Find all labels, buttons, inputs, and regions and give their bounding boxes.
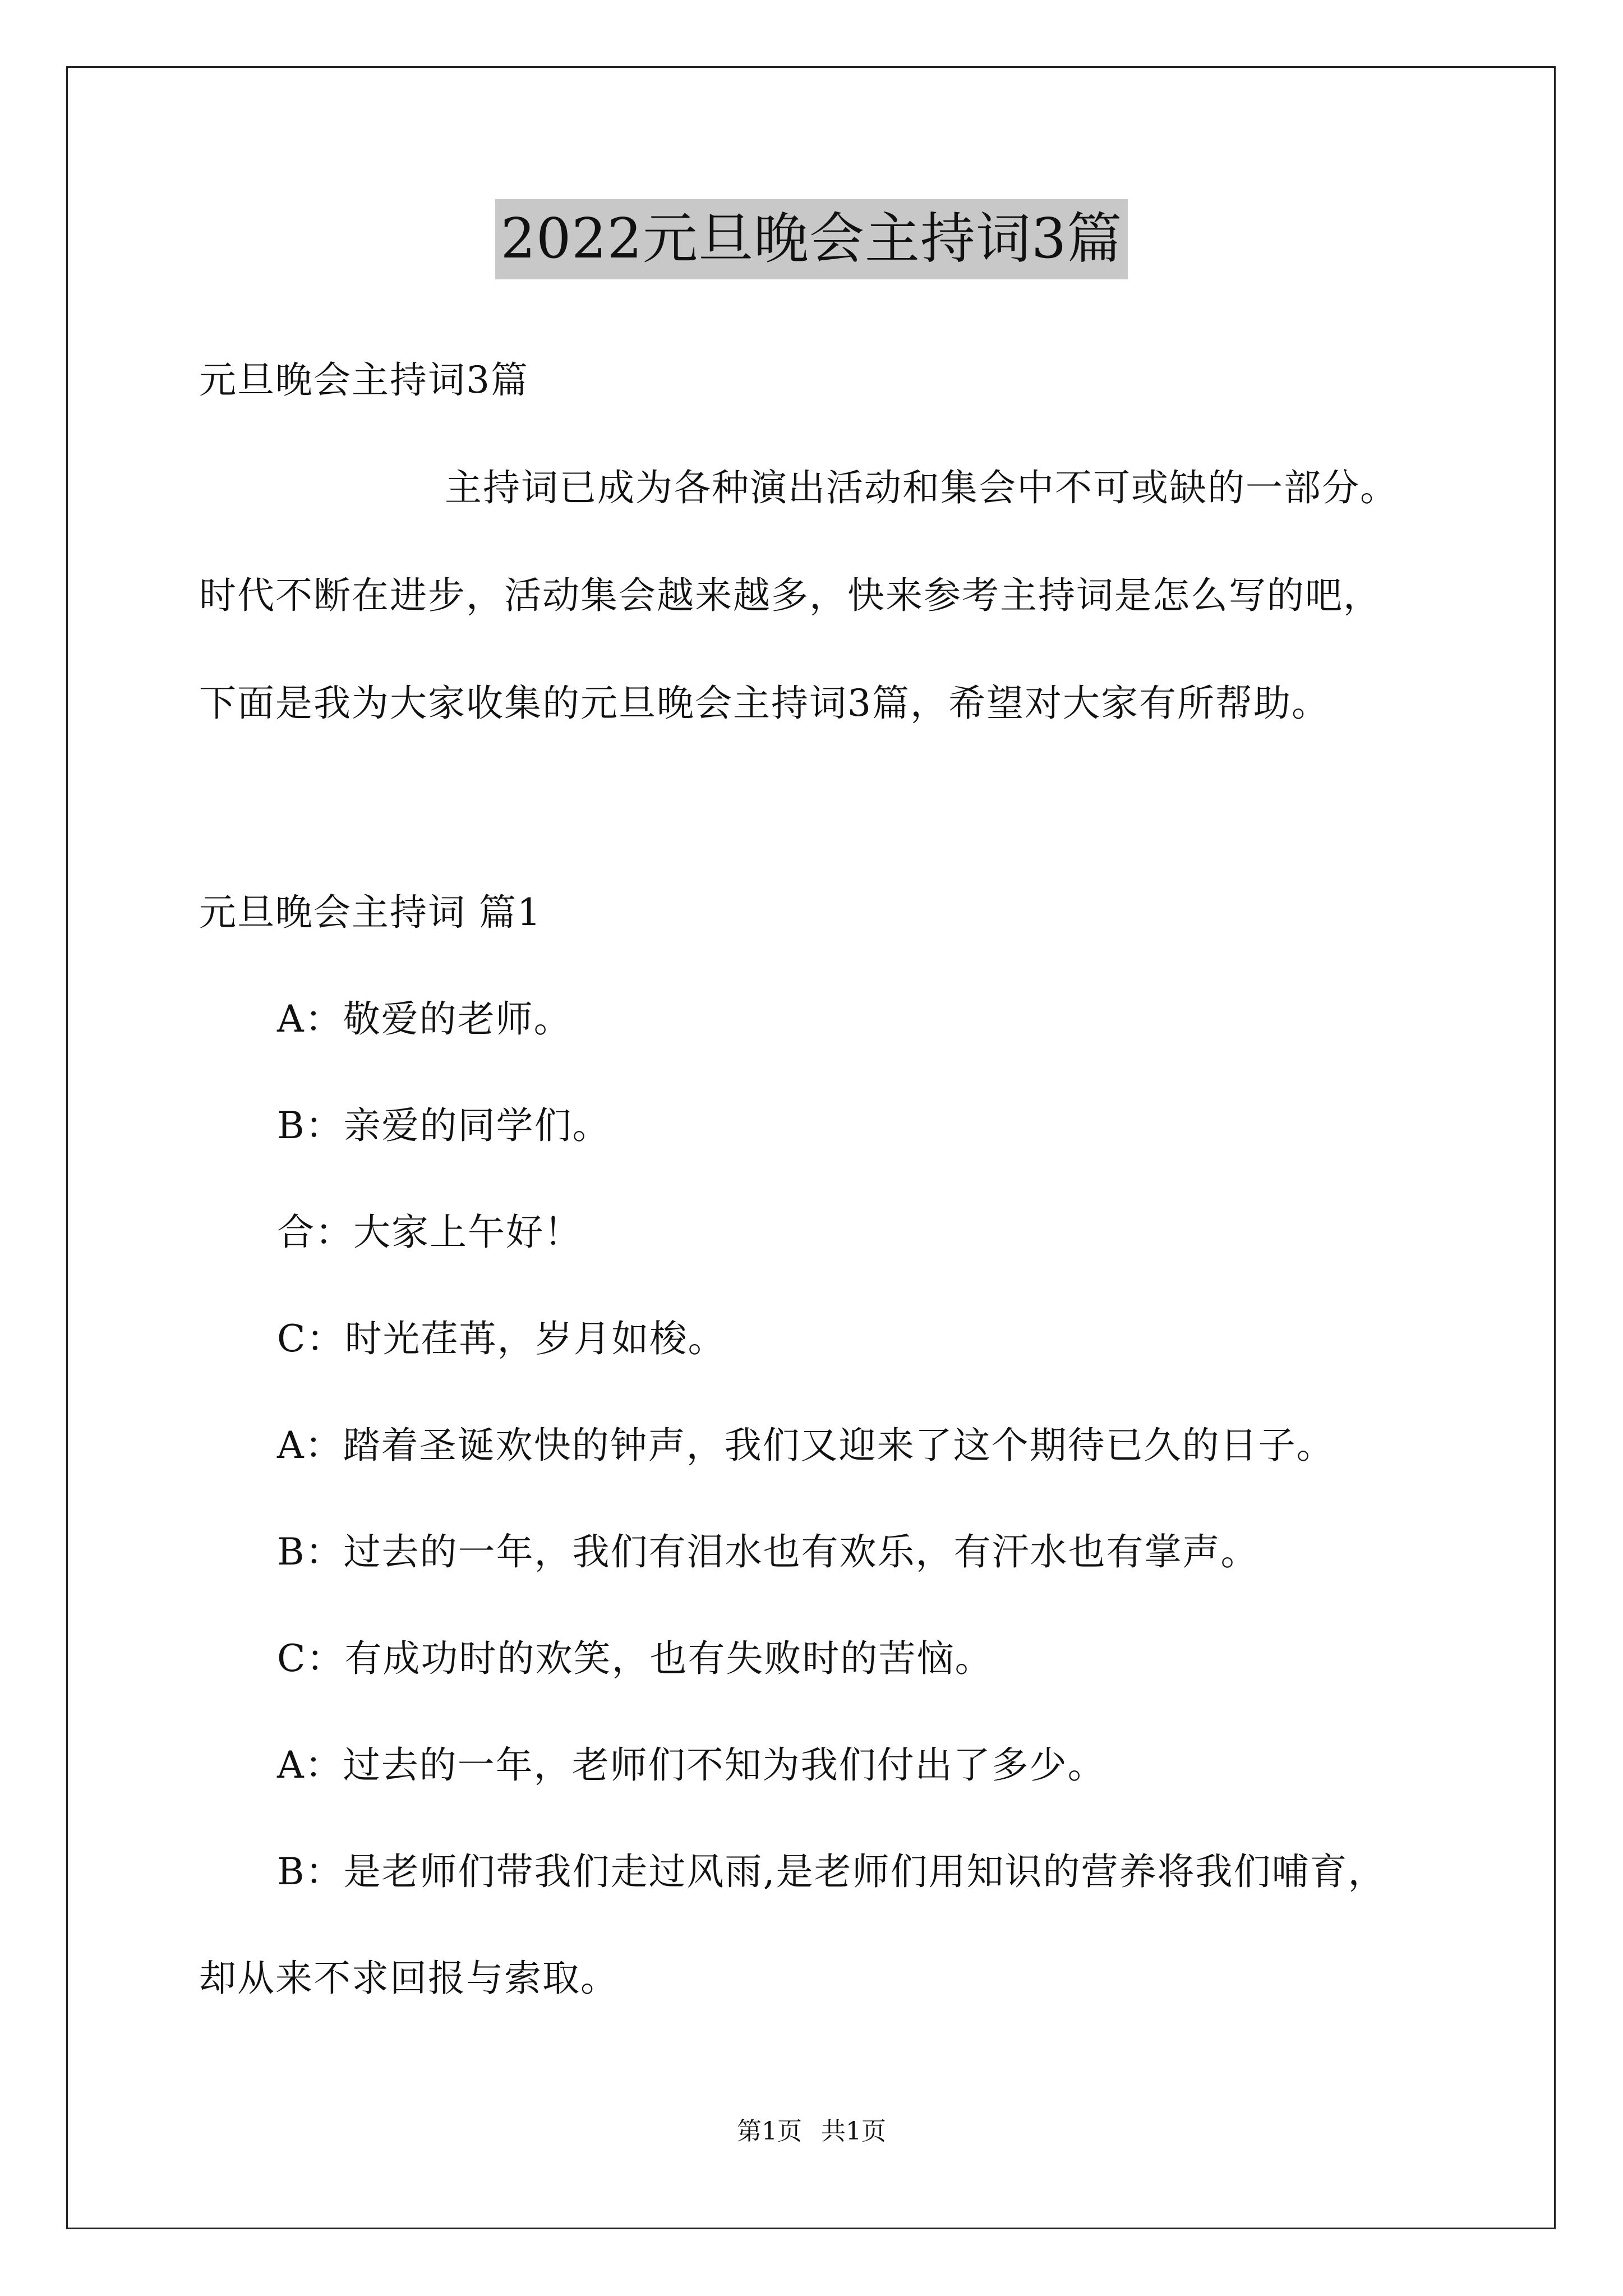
dialogue-line: A：踏着圣诞欢快的钟声，我们又迎来了这个期待已久的日子。 (277, 1424, 1335, 1467)
intro-line-3: 下面是我为大家收集的元旦晚会主持词3篇，希望对大家有所帮助。 (199, 682, 1330, 725)
dialogue-line: B：过去的一年，我们有泪水也有欢乐，有汗水也有掌声。 (277, 1530, 1259, 1573)
dialogue-line: A：过去的一年，老师们不知为我们付出了多少。 (277, 1743, 1106, 1787)
intro-line-1: 主持词已成为各种演出活动和集会中不可或缺的一部分。 (445, 466, 1398, 509)
dialogue-line: 合：大家上午好！ (277, 1211, 582, 1254)
dialogue-line: 却从来不求回报与索取。 (199, 1957, 619, 2000)
page-footer (0, 2115, 1623, 2148)
dialogue-line: C：时光荏苒，岁月如梭。 (277, 1317, 726, 1360)
dialogue-line: B：亲爱的同学们。 (277, 1104, 611, 1147)
title-container (0, 199, 1623, 279)
page-number: 第1页 (737, 2117, 802, 2146)
document-title: 2022元旦晚会主持词3篇 (495, 199, 1128, 279)
dialogue-line: B：是老师们带我们走过风雨,是老师们用知识的营养将我们哺育， (277, 1850, 1386, 1893)
section-heading: 元旦晚会主持词 篇1 (199, 891, 542, 934)
document-subtitle: 元旦晚会主持词3篇 (199, 358, 529, 402)
dialogue-line: A：敬爱的老师。 (277, 997, 572, 1041)
intro-line-2: 时代不断在进步，活动集会越来越多，快来参考主持词是怎么写的吧， (199, 574, 1381, 617)
dialogue-line: C：有成功时的欢笑，也有失败时的苦恼。 (277, 1637, 993, 1680)
page-total: 共1页 (821, 2117, 886, 2146)
